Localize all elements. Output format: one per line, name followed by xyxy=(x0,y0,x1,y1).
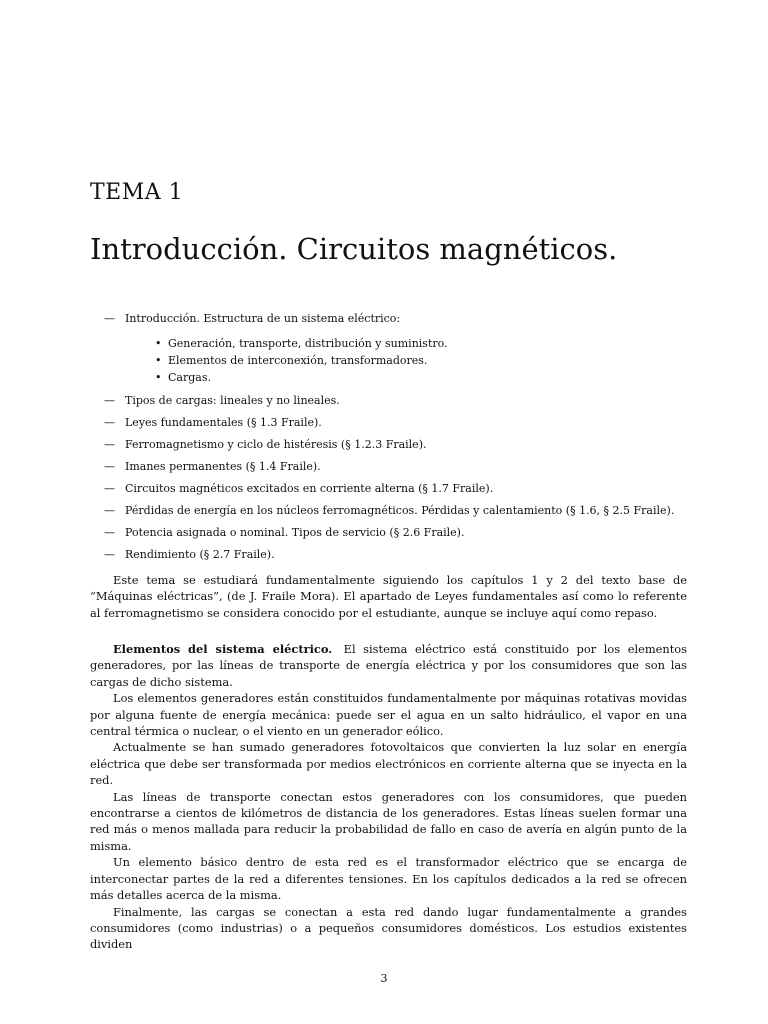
outline-item: — Imanes permanentes (§ 1.4 Fraile). xyxy=(104,460,704,474)
outline-item: — Tipos de cargas: lineales y no lineales. xyxy=(104,394,704,408)
outline-subitem: • Cargas. xyxy=(150,369,704,386)
body-paragraph: Un elemento básico dentro de esta red es el transformador eléctrico que se encarga de interconectar partes de la red a diferentes tensiones. En los capítulos dedicados a la red se ofrecen más detalles acerca de la misma. xyxy=(90,855,687,903)
section-block xyxy=(90,641,687,953)
outline-subitem: • Elementos de interconexión, transformadores. xyxy=(150,352,704,369)
outline-item: — Rendimiento (§ 2.7 Fraile). xyxy=(104,548,704,562)
intro-block xyxy=(90,572,687,621)
outline-item: — Potencia asignada o nominal. Tipos de servicio (§ 2.6 Fraile). xyxy=(104,526,704,540)
body-paragraph: Los elementos generadores están constituidos fundamentalmente por máquinas rotativas movidas por alguna fuente de energía mecánica: puede ser el agua en un salto hidráulico, el vapor en una central térmica o nuclear, o el viento en un generador eólico. xyxy=(90,691,687,739)
intro-paragraph: Este tema se estudiará fundamentalmente siguiendo los capítulos 1 y 2 del texto base de “Máquinas eléctricas”, (de J. Fraile Mora). El apartado de Leyes fundamentales así como lo referente al ferromagnetismo se considera conocido por el estudiante, aunque se incluye aquí como repaso. xyxy=(90,573,687,620)
section-first-text: El sistema eléctrico está constituido por los elementos generadores, por las líneas de transporte de energía eléctrica y por los consumidores que son las cargas de dicho sistema. xyxy=(90,642,687,689)
outline-subitem: • Generación, transporte, distribución y suministro. xyxy=(150,335,704,352)
section-heading: Elementos del sistema eléctrico. xyxy=(113,642,333,656)
body-paragraph: Las líneas de transporte conectan estos generadores con los consumidores, que pueden encontrarse a cientos de kilómetros de distancia de los generadores. Estas líneas suelen formar una red más o menos mallada para reducir la probabilidad de fallo en caso de avería en algún punto de la misma. xyxy=(90,789,687,853)
outline-item: — Ferromagnetismo y ciclo de histéresis (§ 1.2.3 Fraile). xyxy=(104,438,704,452)
body-paragraph: Finalmente, las cargas se conectan a esta red dando lugar fundamentalmente a grandes consumidores (como industrias) o a pequeños consumidores domésticos. Los estudios existentes dividen xyxy=(90,904,687,952)
page-number: 3 xyxy=(380,972,388,985)
section-first-paragraph xyxy=(90,641,687,690)
body-paragraph: Actualmente se han sumado generadores fotovoltaicos que convierten la luz solar en energía eléctrica que debe ser transformada por medios electrónicos en corriente alterna que se inyecta en la red. xyxy=(90,740,687,788)
outline-item xyxy=(104,312,704,386)
outline-item: — Leyes fundamentales (§ 1.3 Fraile). xyxy=(104,416,704,430)
outline-sublist xyxy=(125,335,704,386)
outline-item-text: Introducción. Estructura de un sistema eléctrico: xyxy=(125,312,401,325)
chapter-title: Introducción. Circuitos magnéticos. xyxy=(90,232,618,266)
outline-item: — Pérdidas de energía en los núcleos ferromagnéticos. Pérdidas y calentamiento (§ 1.6, § 2.5 Fraile). xyxy=(104,504,704,518)
chapter-outline xyxy=(104,312,704,562)
outline-item: — Circuitos magnéticos excitados en corriente alterna (§ 1.7 Fraile). xyxy=(104,482,704,496)
chapter-label: TEMA 1 xyxy=(90,180,184,205)
